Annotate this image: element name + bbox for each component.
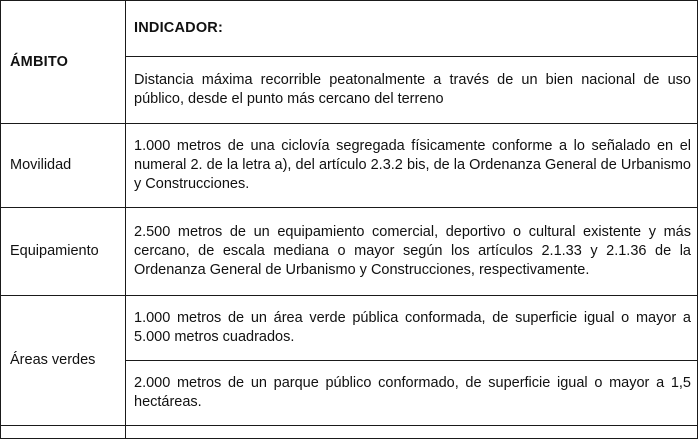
indicator-header: INDICADOR: <box>126 1 698 57</box>
header-row <box>1 1 698 57</box>
continuation-cell-right <box>126 426 698 439</box>
scope-header: ÁMBITO <box>1 1 126 124</box>
indicator-cell-movilidad: 1.000 metros de una ciclovía segregada físicamente conforme a lo señalado en el numeral 2. de la letra a), del artículo 2.3.2 bis, de la Ordenanza General de Urbanismo y Construcciones. <box>126 124 698 208</box>
indicator-cell-areas-verdes-1: 1.000 metros de un área verde pública conformada, de superficie igual o mayor a 5.000 metros cuadrados. <box>126 296 698 361</box>
indicator-cell-areas-verdes-2: 2.000 metros de un parque público conformado, de superficie igual o mayor a 1,5 hectáreas. <box>126 361 698 426</box>
scope-cell-movilidad: Movilidad <box>1 124 126 208</box>
table-row <box>1 208 698 296</box>
scope-cell-equipamiento: Equipamiento <box>1 208 126 296</box>
scope-cell-areas-verdes: Áreas verdes <box>1 296 126 426</box>
table-row <box>1 296 698 361</box>
continuation-cell-left <box>1 426 126 439</box>
table-row <box>1 124 698 208</box>
indicator-description: Distancia máxima recorrible peatonalmente a través de un bien nacional de uso público, desde el punto más cercano del terreno <box>126 57 698 124</box>
table-row-continuation <box>1 426 698 439</box>
indicator-cell-equipamiento: 2.500 metros de un equipamiento comercial, deportivo o cultural existente y más cercano, de escala mediana o mayor según los artículos 2.1.33 y 2.1.36 de la Ordenanza General de Urbanismo y Construcciones, respectivamente. <box>126 208 698 296</box>
